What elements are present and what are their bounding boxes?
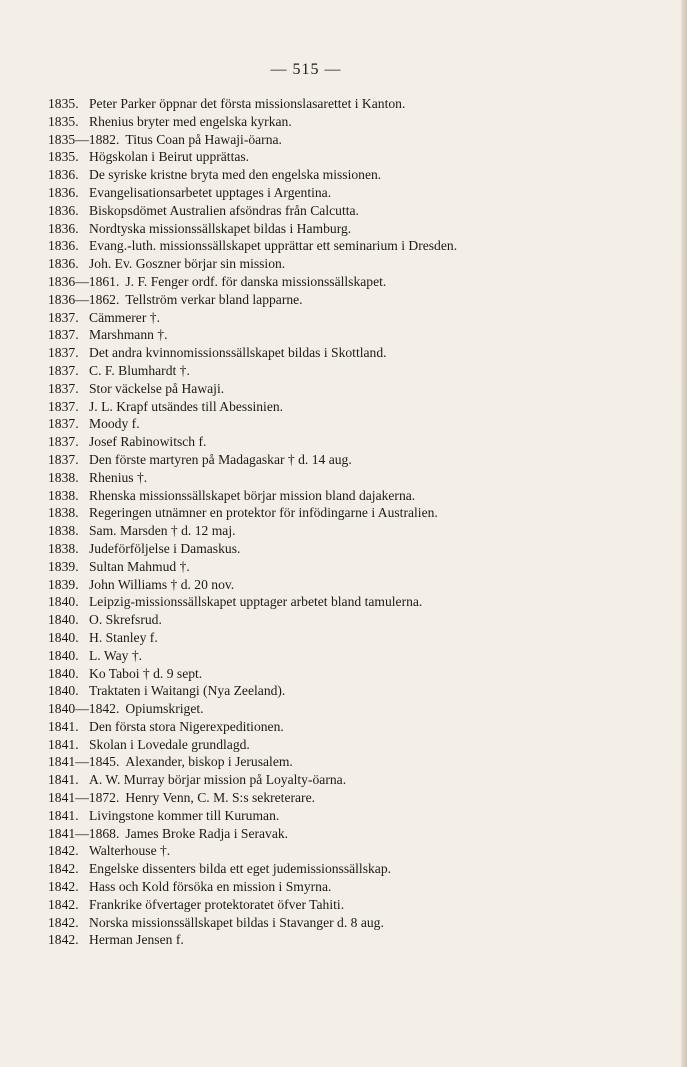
entry-text: Skolan i Lovedale grundlagd. (89, 736, 250, 752)
entry-text: Herman Jensen f. (89, 932, 184, 948)
entry-year: 1840. (48, 647, 79, 663)
chronology-entry (48, 860, 568, 878)
entry-year: 1836—1861. (48, 273, 120, 289)
chronology-entry (48, 344, 568, 362)
chronology-entry (48, 309, 568, 327)
chronology-entry (48, 931, 568, 949)
chronology-entry (48, 237, 568, 255)
entry-year: 1836. (48, 238, 79, 254)
chronology-entry (48, 166, 568, 184)
entry-text: Marshmann †. (89, 327, 168, 343)
entry-text: Regeringen utnämner en protektor för infödingarne i Australien. (89, 505, 438, 521)
entry-year: 1838. (48, 523, 79, 539)
chronology-entry (48, 380, 568, 398)
chronology-entry (48, 113, 568, 131)
entry-text: Leipzig-missionssällskapet upptager arbetet bland tamulerna. (89, 594, 423, 610)
entry-text: Sam. Marsden † d. 12 maj. (89, 523, 236, 539)
chronology-entry (48, 522, 568, 540)
entry-year: 1836. (48, 184, 79, 200)
entry-year: 1837. (48, 362, 79, 378)
entry-text: Henry Venn, C. M. S:s sekreterare. (125, 790, 316, 806)
entry-year: 1842. (48, 914, 79, 930)
entry-year: 1837. (48, 434, 79, 450)
entry-year: 1837. (48, 398, 79, 414)
entry-text: H. Stanley f. (89, 629, 158, 645)
entry-year: 1835. (48, 113, 79, 129)
entry-year: 1836. (48, 202, 79, 218)
chronology-entry (48, 415, 568, 433)
page-edge (681, 0, 687, 1067)
entry-text: Engelske dissenters bilda ett eget judemissionssällskap. (89, 861, 392, 877)
entry-text: Norska missionssällskapet bildas i Stavanger d. 8 aug. (89, 914, 384, 930)
chronology-entry (48, 558, 568, 576)
entry-text: Ko Taboi † d. 9 sept. (89, 665, 203, 681)
entry-text: Alexander, biskop i Jerusalem. (125, 754, 293, 770)
entry-year: 1838. (48, 469, 79, 485)
chronology-entry (48, 736, 568, 754)
chronology-entry (48, 700, 568, 718)
entry-year: 1836—1862. (48, 291, 120, 307)
chronology-entry (48, 789, 568, 807)
chronology-entry (48, 255, 568, 273)
entry-text: Rhenius bryter med engelska kyrkan. (89, 113, 292, 129)
chronology-entry (48, 718, 568, 736)
entry-year: 1840—1842. (48, 701, 120, 717)
chronology-entry (48, 184, 568, 202)
entry-year: 1836. (48, 220, 79, 236)
entry-text: Josef Rabinowitsch f. (89, 434, 207, 450)
chronology-entry (48, 611, 568, 629)
entry-text: James Broke Radja i Seravak. (125, 825, 289, 841)
entry-text: A. W. Murray börjar mission på Loyalty-öarna. (89, 772, 347, 788)
entry-year: 1838. (48, 505, 79, 521)
entry-text: L. Way †. (89, 647, 143, 663)
entry-text: Tellström verkar bland lapparne. (125, 291, 303, 307)
chronology-entry (48, 131, 568, 149)
chronology-entry (48, 771, 568, 789)
entry-year: 1842. (48, 843, 79, 859)
entry-year: 1840. (48, 629, 79, 645)
chronology-entry (48, 682, 568, 700)
entry-year: 1842. (48, 896, 79, 912)
chronology-entry (48, 878, 568, 896)
chronology-entry (48, 398, 568, 416)
entry-year: 1837. (48, 380, 79, 396)
entry-text: Högskolan i Beirut upprättas. (89, 149, 250, 165)
entry-year: 1841—1845. (48, 754, 120, 770)
entry-year: 1835—1882. (48, 131, 120, 147)
chronology-entry (48, 469, 568, 487)
entry-year: 1840. (48, 683, 79, 699)
entry-year: 1842. (48, 932, 79, 948)
entry-text: Den första stora Nigerexpeditionen. (89, 718, 284, 734)
entry-year: 1841. (48, 807, 79, 823)
entry-text: Det andra kvinnomissionssällskapet bildas i Skottland. (89, 345, 387, 361)
chronology-entry (48, 665, 568, 683)
chronology-entry (48, 273, 568, 291)
entry-text: Judeförföljelse i Damaskus. (89, 540, 241, 556)
entry-year: 1838. (48, 487, 79, 503)
chronology-entry (48, 540, 568, 558)
entry-text: Rhenius †. (89, 469, 148, 485)
entry-text: Evangelisationsarbetet upptages i Argentina. (89, 184, 332, 200)
entry-text: De syriske kristne bryta med den engelska missionen. (89, 167, 382, 183)
chronology-entry (48, 202, 568, 220)
chronology-entry (48, 487, 568, 505)
entry-year: 1841. (48, 718, 79, 734)
entry-year: 1837. (48, 451, 79, 467)
entry-text: Cämmerer †. (89, 309, 160, 325)
entry-text: Frankrike öfvertager protektoratet öfver Tahiti. (89, 896, 345, 912)
entry-year: 1840. (48, 612, 79, 628)
chronology-entry (48, 807, 568, 825)
entry-year: 1841—1868. (48, 825, 120, 841)
chronology-entry (48, 647, 568, 665)
entry-text: Rhenska missionssällskapet börjar mission bland dajakerna. (89, 487, 416, 503)
entry-text: Moody f. (89, 416, 140, 432)
entry-text: John Williams † d. 20 nov. (89, 576, 235, 592)
chronology-entry (48, 825, 568, 843)
entry-text: Traktaten i Waitangi (Nya Zeeland). (89, 683, 286, 699)
chronology-entry (48, 593, 568, 611)
entry-year: 1842. (48, 879, 79, 895)
entry-text: Biskopsdömet Australien afsöndras från Calcutta. (89, 202, 359, 218)
entry-year: 1841—1872. (48, 790, 120, 806)
entry-year: 1836. (48, 256, 79, 272)
chronology-entry (48, 753, 568, 771)
chronology-entry (48, 914, 568, 932)
entry-text: C. F. Blumhardt †. (89, 362, 190, 378)
entry-text: O. Skrefsrud. (89, 612, 162, 628)
chronology-entry (48, 148, 568, 166)
entry-year: 1842. (48, 861, 79, 877)
entry-year: 1840. (48, 594, 79, 610)
entry-text: Nordtyska missionssällskapet bildas i Hamburg. (89, 220, 352, 236)
chronology-entry (48, 433, 568, 451)
entry-text: J. F. Fenger ordf. för danska missionssällskapet. (125, 273, 387, 289)
entry-text: J. L. Krapf utsändes till Abessinien. (89, 398, 284, 414)
entry-text: Sultan Mahmud †. (89, 558, 190, 574)
entry-year: 1837. (48, 309, 79, 325)
entry-year: 1841. (48, 772, 79, 788)
chronology-entry (48, 220, 568, 238)
chronology-entry (48, 629, 568, 647)
chronology-entry (48, 291, 568, 309)
chronology-entry (48, 326, 568, 344)
entry-text: Livingstone kommer till Kuruman. (89, 807, 280, 823)
entry-text: Evang.-luth. missionssällskapet upprättar ett seminarium i Dresden. (89, 238, 458, 254)
entry-year: 1837. (48, 345, 79, 361)
chronology-entry (48, 504, 568, 522)
entry-text: Hass och Kold försöka en mission i Smyrna. (89, 879, 332, 895)
entry-text: Joh. Ev. Goszner börjar sin mission. (89, 256, 286, 272)
entry-text: Opiumskriget. (125, 701, 204, 717)
chronology-entry (48, 576, 568, 594)
chronology-list (48, 95, 568, 949)
entry-year: 1837. (48, 416, 79, 432)
entry-year: 1836. (48, 167, 79, 183)
chronology-entry (48, 362, 568, 380)
entry-year: 1838. (48, 540, 79, 556)
entry-year: 1839. (48, 558, 79, 574)
entry-year: 1839. (48, 576, 79, 592)
entry-year: 1841. (48, 736, 79, 752)
entry-year: 1840. (48, 665, 79, 681)
chronology-entry (48, 451, 568, 469)
entry-text: Titus Coan på Hawaji-öarna. (125, 131, 282, 147)
entry-text: Stor väckelse på Hawaji. (89, 380, 225, 396)
entry-text: Den förste martyren på Madagaskar † d. 14 aug. (89, 451, 352, 467)
entry-year: 1835. (48, 149, 79, 165)
entry-year: 1835. (48, 96, 79, 111)
entry-text: Peter Parker öppnar det första missionslasarettet i Kanton. (89, 96, 406, 111)
chronology-entry (48, 842, 568, 860)
entry-text: Walterhouse †. (89, 843, 171, 859)
page-number: — 515 — (270, 61, 342, 78)
chronology-entry (48, 896, 568, 914)
entry-year: 1837. (48, 327, 79, 343)
chronology-entry (48, 95, 568, 113)
